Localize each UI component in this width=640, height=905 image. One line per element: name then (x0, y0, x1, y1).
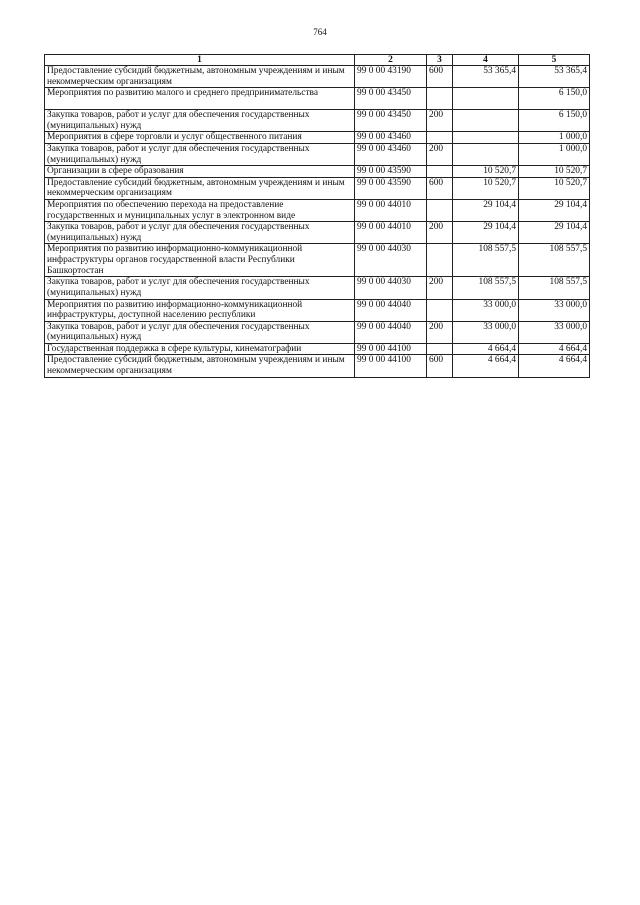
row-code-cell: 99 0 00 43450 (355, 110, 427, 132)
row-name-cell: Предоставление субсидий бюджетным, автономным учреждениям и иным некоммерческим организациям (45, 177, 355, 199)
row-code-cell: 99 0 00 44040 (355, 321, 427, 343)
row-value-col5-cell: 1 000,0 (519, 132, 590, 144)
row-value-col5-cell: 33 000,0 (519, 299, 590, 321)
row-value-col5-cell: 10 520,7 (519, 177, 590, 199)
table-row (45, 299, 590, 321)
row-name-cell: Предоставление субсидий бюджетным, автономным учреждениям и иным некоммерческим организациям (45, 66, 355, 88)
row-type-cell (427, 343, 453, 355)
table-header-row (45, 55, 590, 66)
row-value-col4-cell (453, 132, 519, 144)
row-type-cell: 200 (427, 110, 453, 132)
row-code-cell: 99 0 00 44040 (355, 299, 427, 321)
row-type-cell: 600 (427, 177, 453, 199)
row-code-cell: 99 0 00 43590 (355, 166, 427, 178)
table-row (45, 143, 590, 165)
row-value-col5-cell: 29 104,4 (519, 199, 590, 221)
row-name-cell: Закупка товаров, работ и услуг для обеспечения государственных (муниципальных) нужд (45, 321, 355, 343)
row-name-cell: Государственная поддержка в сфере культуры, кинематографии (45, 343, 355, 355)
row-value-col5-cell: 6 150,0 (519, 110, 590, 132)
row-name-cell: Закупка товаров, работ и услуг для обеспечения государственных (муниципальных) нужд (45, 110, 355, 132)
table-row (45, 66, 590, 88)
row-code-cell: 99 0 00 44100 (355, 355, 427, 377)
row-name-cell: Мероприятия по развитию малого и среднего предпринимательства (45, 88, 355, 110)
table-row (45, 277, 590, 299)
row-code-cell: 99 0 00 43590 (355, 177, 427, 199)
row-value-col5-cell: 53 365,4 (519, 66, 590, 88)
row-value-col5-cell: 29 104,4 (519, 222, 590, 244)
header-col-4: 4 (453, 55, 519, 66)
row-code-cell: 99 0 00 44030 (355, 244, 427, 277)
row-value-col4-cell: 33 000,0 (453, 321, 519, 343)
row-type-cell (427, 166, 453, 178)
row-value-col4-cell (453, 143, 519, 165)
row-value-col4-cell (453, 110, 519, 132)
row-type-cell: 200 (427, 277, 453, 299)
table-body (45, 66, 590, 378)
row-code-cell: 99 0 00 44030 (355, 277, 427, 299)
row-type-cell (427, 299, 453, 321)
row-type-cell (427, 132, 453, 144)
row-name-cell: Предоставление субсидий бюджетным, автономным учреждениям и иным некоммерческим организациям (45, 355, 355, 377)
row-name-cell: Закупка товаров, работ и услуг для обеспечения государственных (муниципальных) нужд (45, 277, 355, 299)
header-col-5: 5 (519, 55, 590, 66)
table-row (45, 88, 590, 110)
row-type-cell: 600 (427, 66, 453, 88)
row-value-col4-cell: 108 557,5 (453, 244, 519, 277)
header-col-3: 3 (427, 55, 453, 66)
row-type-cell (427, 88, 453, 110)
table-row (45, 321, 590, 343)
row-value-col4-cell: 10 520,7 (453, 166, 519, 178)
row-code-cell: 99 0 00 43190 (355, 66, 427, 88)
row-code-cell: 99 0 00 43460 (355, 132, 427, 144)
row-type-cell (427, 199, 453, 221)
table-row (45, 177, 590, 199)
table-row (45, 166, 590, 178)
row-name-cell: Мероприятия по обеспечению перехода на предоставление государственных и муниципальных услуг в электронном виде (45, 199, 355, 221)
row-type-cell: 200 (427, 222, 453, 244)
row-value-col4-cell: 29 104,4 (453, 222, 519, 244)
row-value-col4-cell: 53 365,4 (453, 66, 519, 88)
row-value-col5-cell: 108 557,5 (519, 244, 590, 277)
row-name-cell: Мероприятия по развитию информационно-коммуникационной инфраструктуры органов государственной власти Республики Башкортостан (45, 244, 355, 277)
row-code-cell: 99 0 00 43460 (355, 143, 427, 165)
row-value-col4-cell: 4 664,4 (453, 343, 519, 355)
row-type-cell: 200 (427, 321, 453, 343)
table-row (45, 199, 590, 221)
row-code-cell: 99 0 00 44100 (355, 343, 427, 355)
row-value-col4-cell: 29 104,4 (453, 199, 519, 221)
row-value-col4-cell (453, 88, 519, 110)
row-code-cell: 99 0 00 44010 (355, 222, 427, 244)
row-value-col4-cell: 108 557,5 (453, 277, 519, 299)
table-row (45, 244, 590, 277)
row-value-col4-cell: 4 664,4 (453, 355, 519, 377)
row-type-cell: 200 (427, 143, 453, 165)
header-col-2: 2 (355, 55, 427, 66)
row-type-cell: 600 (427, 355, 453, 377)
table-row (45, 343, 590, 355)
row-value-col5-cell: 4 664,4 (519, 355, 590, 377)
table-row (45, 222, 590, 244)
budget-table (44, 54, 590, 378)
page-number: 764 (313, 27, 327, 37)
header-col-1: 1 (45, 55, 355, 66)
row-value-col5-cell: 108 557,5 (519, 277, 590, 299)
table-row (45, 132, 590, 144)
table-row (45, 355, 590, 377)
row-code-cell: 99 0 00 43450 (355, 88, 427, 110)
row-name-cell: Закупка товаров, работ и услуг для обеспечения государственных (муниципальных) нужд (45, 222, 355, 244)
row-value-col5-cell: 10 520,7 (519, 166, 590, 178)
row-value-col5-cell: 6 150,0 (519, 88, 590, 110)
row-value-col5-cell: 33 000,0 (519, 321, 590, 343)
row-name-cell: Организации в сфере образования (45, 166, 355, 178)
row-type-cell (427, 244, 453, 277)
table-row (45, 110, 590, 132)
row-code-cell: 99 0 00 44010 (355, 199, 427, 221)
row-value-col5-cell: 1 000,0 (519, 143, 590, 165)
row-name-cell: Мероприятия в сфере торговли и услуг общественного питания (45, 132, 355, 144)
row-value-col5-cell: 4 664,4 (519, 343, 590, 355)
row-name-cell: Закупка товаров, работ и услуг для обеспечения государственных (муниципальных) нужд (45, 143, 355, 165)
row-value-col4-cell: 33 000,0 (453, 299, 519, 321)
row-value-col4-cell: 10 520,7 (453, 177, 519, 199)
row-name-cell: Мероприятия по развитию информационно-коммуникационной инфраструктуры, доступной населению республики (45, 299, 355, 321)
